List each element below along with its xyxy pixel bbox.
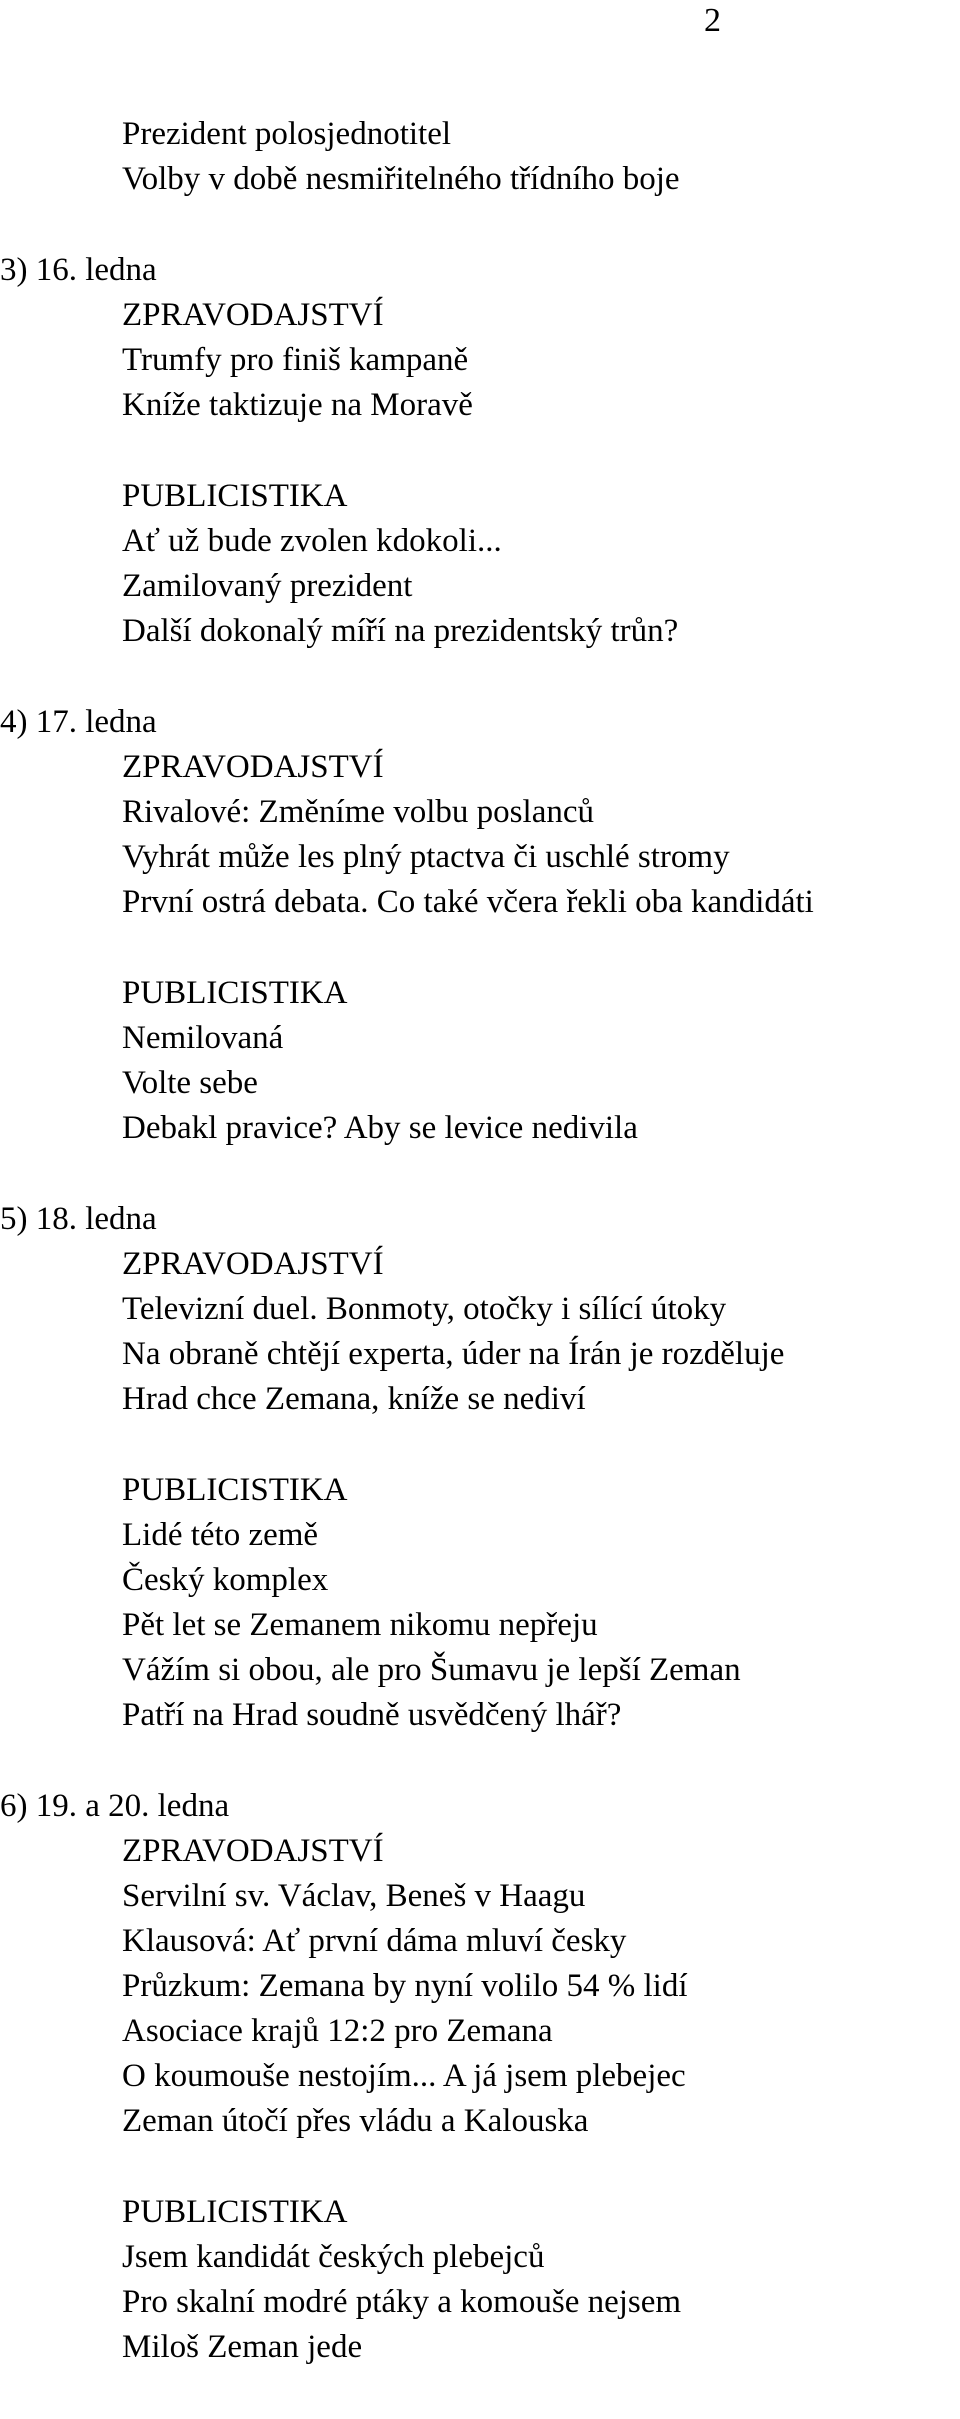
spacer (122, 1422, 922, 1468)
spacer (122, 428, 922, 474)
headline: Rivalové: Změníme volbu poslanců (122, 794, 594, 830)
spacer (122, 1738, 922, 1784)
section-heading: PUBLICISTIKA (122, 1472, 348, 1508)
spacer (122, 654, 922, 700)
headline: První ostrá debata. Co také včera řekli oba kandidáti (122, 884, 814, 920)
section-heading: ZPRAVODAJSTVÍ (122, 749, 384, 785)
headline: Klausová: Ať první dáma mluví česky (122, 1923, 627, 1959)
headline: Patří na Hrad soudně usvědčený lhář? (122, 1697, 622, 1733)
headline: Český komplex (122, 1562, 329, 1598)
intro-line: Volby v době nesmiřitelného třídního boje (122, 161, 680, 197)
headline: Průzkum: Zemana by nyní volilo 54 % lidí (122, 1968, 688, 2004)
spacer (122, 202, 922, 248)
headline: Hrad chce Zemana, kníže se nediví (122, 1381, 586, 1417)
headline: Trumfy pro finiš kampaně (122, 342, 469, 378)
headline: Nemilovaná (122, 1020, 284, 1056)
headline: Vážím si obou, ale pro Šumavu je lepší Zeman (122, 1652, 741, 1688)
document-content (0, 112, 922, 2370)
intro-line: Prezident polosjednotitel (122, 116, 452, 152)
headline: Ať už bude zvolen kdokoli... (122, 523, 502, 559)
spacer (122, 2144, 922, 2190)
spacer (122, 1151, 922, 1197)
headline: Kníže taktizuje na Moravě (122, 387, 473, 423)
headline: Pět let se Zemanem nikomu nepřeju (122, 1607, 598, 1643)
headline: Pro skalní modré ptáky a komouše nejsem (122, 2284, 682, 2320)
headline: Lidé této země (122, 1517, 319, 1553)
headline: Servilní sv. Václav, Beneš v Haagu (122, 1878, 586, 1914)
date-heading: 5) 18. ledna (0, 1201, 157, 1237)
headline: Vyhrát může les plný ptactva či uschlé stromy (122, 839, 730, 875)
date-heading: 4) 17. ledna (0, 704, 157, 740)
section-heading: ZPRAVODAJSTVÍ (122, 1833, 384, 1869)
page-number: 2 (704, 2, 721, 39)
headline: Další dokonalý míří na prezidentský trůn? (122, 613, 679, 649)
date-heading: 3) 16. ledna (0, 252, 157, 288)
headline: Na obraně chtějí experta, úder na Írán je rozděluje (122, 1336, 785, 1372)
spacer (122, 925, 922, 971)
section-heading: ZPRAVODAJSTVÍ (122, 1246, 384, 1282)
section-heading: PUBLICISTIKA (122, 2194, 348, 2230)
headline: Volte sebe (122, 1065, 258, 1101)
section-heading: PUBLICISTIKA (122, 975, 348, 1011)
date-heading: 6) 19. a 20. ledna (0, 1788, 230, 1824)
section-heading: ZPRAVODAJSTVÍ (122, 297, 384, 333)
headline: Zeman útočí přes vládu a Kalouska (122, 2103, 589, 2139)
headline: Jsem kandidát českých plebejců (122, 2239, 545, 2275)
headline: Debakl pravice? Aby se levice nedivila (122, 1110, 638, 1146)
headline: Asociace krajů 12:2 pro Zemana (122, 2013, 553, 2049)
section-heading: PUBLICISTIKA (122, 478, 348, 514)
headline: Televizní duel. Bonmoty, otočky i sílící útoky (122, 1291, 727, 1327)
headline: O koumouše nestojím... A já jsem plebejec (122, 2058, 686, 2094)
headline: Miloš Zeman jede (122, 2329, 363, 2365)
headline: Zamilovaný prezident (122, 568, 413, 604)
